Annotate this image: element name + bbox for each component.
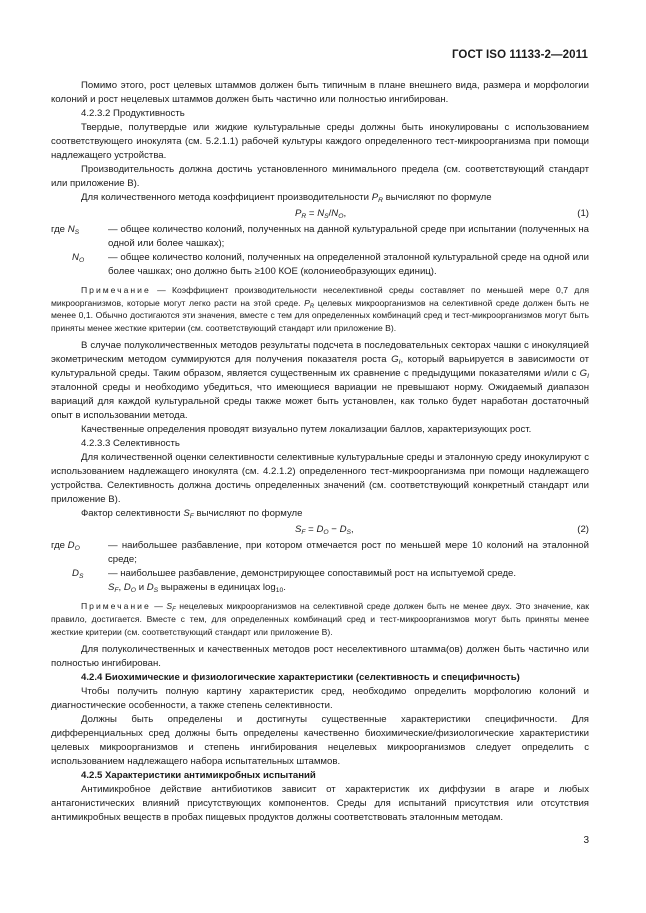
paragraph: Твердые, полутвердые или жидкие культуральные среды должны быть инокулированы с использованием соответствующего инокулята (см. 5.2.1.1) рабочей культуры каждого определенного тест-микроорганизма при помощи надлежащего устройства.: [51, 122, 589, 161]
paragraph: Для количественного метода коэффициент производительности $P_R$ вычисляют по формуле: [81, 192, 492, 204]
formula-number: (2): [577, 524, 589, 536]
paragraph: $S_F$, $D_O$ и $D_S$ выражены в единицах $\log_{10}$.: [108, 582, 286, 595]
formula-expression: $P_R = N_S/N_O$,: [295, 208, 347, 220]
paragraph: В случае полуколичественных методов результаты подсчета в последовательных секторах чашки с инокуляцией экометрическим методом суммируются для получения показателя роста $G_I$, который варьируется в зависимости от культуральной среды. Таким образом, является существенным их сравнение с предыдущими показателями и/или с $G_I$ эталонной среды и необходимо убедиться, что имеющиеся вариации не превышают норму. Ожидаемый диапазон вариаций для каждой культуральной среды также может быть установлен, как только будет наработан достаточный опыт в использовании метода.: [51, 340, 589, 422]
note-label: Примечание: [81, 601, 151, 612]
definition-key: $D_S$: [72, 568, 84, 581]
paragraph: Чтобы получить полную картину характеристик сред, необходимо определить морфологию колоний и диагностические особенности, а также степень селективности.: [51, 686, 589, 712]
definition-key: где $N_S$: [51, 224, 80, 236]
paragraph: Антимикробное действие антибиотиков зависит от характеристик их диффузии в агаре и любых антагонистических влияний присутствующих компонентов. Среды для испытаний присутствия или отсутствия антимикробных веществ в пробах пищевых продуктов должны соответствовать эталонным методам.: [51, 784, 589, 824]
note-2: Примечание — $S_F$ нецелевых микроорганизмов на селективной среде должен быть не менее двух. Это значение, как правило, достигается. Вместе с тем, для определенных комбинаций сред и тест-микроорганизмов могут быть приняты менее жесткие критерии (см. соответствующий стандарт или приложение В).: [51, 601, 590, 637]
section-heading-4-2-4: 4.2.4 Биохимические и физиологические характеристики (селективность и специфичность): [81, 672, 520, 684]
definition-key: $N_O$: [72, 252, 85, 264]
page-number: 3: [583, 835, 589, 846]
note-label: Примечание: [81, 285, 151, 295]
definition-key: где $D_O$: [51, 540, 80, 553]
section-heading-4-2-3-2: 4.2.3.2 Продуктивность: [81, 108, 185, 119]
paragraph: Должны быть определены и достигнуты существенные характеристики специфичности. Для дифференциальных сред должны быть определены качественно биохимические/физиологические характеристики целевых микроорганизмов и степень ингибирования нецелевых микроорганизмов следует определить с использованием надлежащего набора испытательных штаммов.: [51, 714, 589, 768]
section-heading-4-2-3-3: 4.2.3.3 Селективность: [81, 438, 180, 450]
paragraph: Производительность должна достичь установленного минимального предела (см. соответствующий стандарт или приложение В).: [51, 164, 589, 189]
definition-do: [51, 539, 589, 567]
formula-expression: $S_F = D_O - D_S$,: [295, 524, 354, 537]
paragraph: Помимо этого, рост целевых штаммов должен быть типичным в плане внешнего вида, размера и морфологии колоний и рост нецелевых штаммов должен быть частично или полностью ингибирован.: [51, 80, 589, 105]
document-body: [51, 79, 589, 825]
definition-ds: [51, 567, 589, 581]
definition-text: — наибольшее разбавление, демонстрирующее сопоставимый рост на испытуемой среде.: [108, 568, 517, 580]
document-header: ГОСТ ISO 11133-2—2011: [451, 49, 588, 61]
note-1: Примечание — Коэффициент производительности неселективной среды составляет по меньшей мере 0,7 для микроорганизмов, которые могут легко расти на этой среде. $P_R$ целевых микроорганизмов на селективной среде должен быть не менее 0,1. Обычно достигаются эти значения, вместе с тем для определенных комбинаций сред и тест-микроорганизмов могут быть приняты менее жесткие критерии (см. соответствующий стандарт или приложение В).: [51, 285, 589, 333]
paragraph: Для количественной оценки селективности селективные культуральные среды и эталонную среду инокулируют с использованием надлежащего инокулята (см. 4.2.1.2) определенного тест-микроорганизма при помощи надлежащего устройства. Селективность должна достичь определенных значений (см. соответствующий конкретный стандарт или приложение В).: [51, 452, 589, 506]
definition-ns: [51, 223, 589, 251]
definition-text: — общее количество колоний, полученных на данной культуральной среде при испытании (полученных на одной или более чашках);: [108, 224, 589, 249]
formula-2: [51, 521, 589, 539]
paragraph: Фактор селективности $S_F$ вычисляют по формуле: [81, 508, 303, 521]
formula-1: [51, 205, 589, 223]
paragraph: Качественные определения проводят визуально путем локализации баллов, характеризующих рост.: [81, 424, 532, 436]
definition-text: — наибольшее разбавление, при котором отмечается рост по меньшей мере 10 колоний на эталонной среде;: [108, 540, 589, 566]
definition-text: — общее количество колоний, полученных на определенной эталонной культуральной среде на одной или более чашках; оно должно быть ≥100 КОЕ (колониеобразующих единиц).: [108, 252, 589, 277]
paragraph: Для полуколичественных и качественных методов рост неселективного штамма(ов) должен быть частично или полностью ингибирован.: [51, 644, 589, 670]
section-heading-4-2-5: 4.2.5 Характеристики антимикробных испытаний: [81, 770, 316, 782]
definition-no: [51, 251, 589, 279]
formula-number: (1): [577, 208, 589, 219]
